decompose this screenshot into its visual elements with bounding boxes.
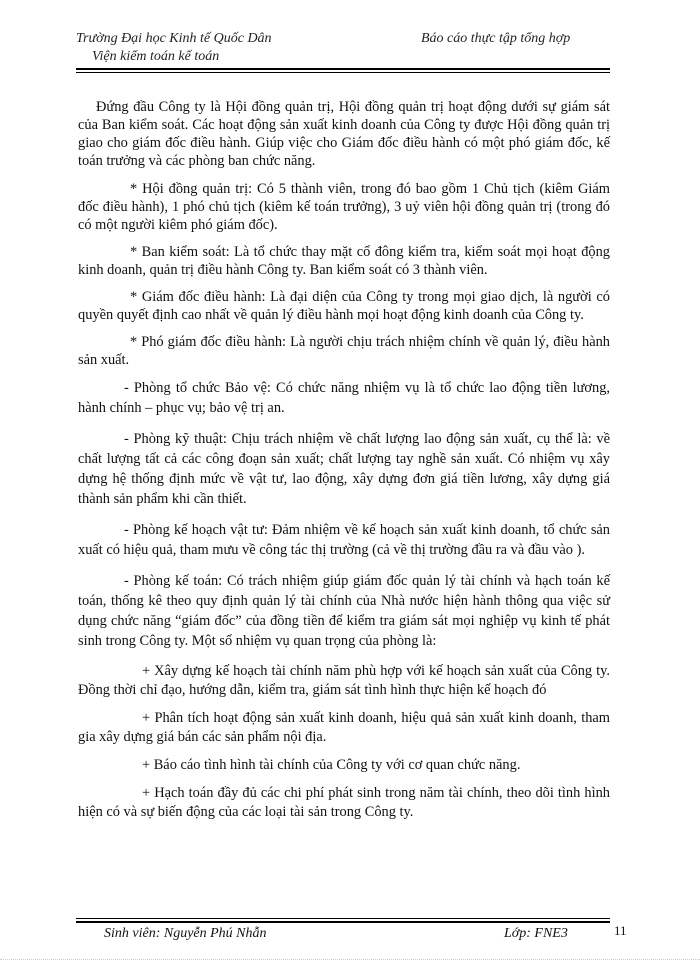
footer-rule-thin <box>76 918 610 919</box>
footer-rule <box>76 921 610 923</box>
paragraph: * Phó giám đốc điều hành: Là người chịu trách nhiệm chính về quản lý, điều hành sản xuất. <box>78 334 610 368</box>
paragraph: Đứng đầu Công ty là Hội đồng quản trị, Hội đồng quản trị hoạt động dưới sự giám sát của Ban kiểm soát. Các hoạt động sản xuất kinh doanh của Công ty được Hội đồng quản trị giao cho giám đốc điều hành. Giúp việc cho Giám đốc điều hành có một phó giám đốc, kế toán trưởng và các phòng ban chức năng. <box>78 99 610 169</box>
page-number: 11 <box>614 923 627 938</box>
header-rule-thin <box>76 72 610 73</box>
paragraph: + Hạch toán đầy đủ các chi phí phát sinh trong năm tài chính, theo dõi tình hình hiện có và sự biến động của các loại tài sản trong Công ty. <box>78 785 610 820</box>
header-left <box>76 30 272 66</box>
document-body <box>78 98 610 831</box>
paragraph: + Xây dựng kế hoạch tài chính năm phù hợp với kế hoạch sản xuất của Công ty. Đồng thời chỉ đạo, hướng dẫn, kiểm tra, giám sát tình hình thực hiện kế hoạch đó <box>78 663 610 698</box>
paragraph: - Phòng kế toán: Có trách nhiệm giúp giám đốc quản lý tài chính và hạch toán kế toán, thống kê theo quy định quản lý tài chính của Nhà nước hiện hành thông qua việc sử dụng chức năng “giám đốc” của đồng tiền để kiểm tra giám sát mọi nghiệp vụ kinh tế phát sinh trong Công ty. Một số nhiệm vụ quan trọng của phòng là: <box>78 573 610 649</box>
header-rule <box>76 68 610 70</box>
paragraph: + Báo cáo tình hình tài chính của Công ty với cơ quan chức năng. <box>142 757 521 773</box>
report-title: Báo cáo thực tập tổng hợp <box>421 31 571 46</box>
paragraph: * Ban kiểm soát: Là tổ chức thay mặt cổ đông kiểm tra, kiểm soát mọi hoạt động kinh doanh, quản trị điều hành Công ty. Ban kiểm soát có 3 thành viên. <box>78 244 610 278</box>
institute-name: Viện kiểm toán kế toán <box>92 49 220 64</box>
paragraph: + Phân tích hoạt động sản xuất kinh doanh, hiệu quả sản xuất kinh doanh, tham gia xây dựng giá bán các sản phẩm nội địa. <box>78 710 610 745</box>
class-code: Lớp: FNE3 <box>504 926 568 941</box>
paragraph: - Phòng kế hoạch vật tư: Đảm nhiệm về kế hoạch sản xuất kinh doanh, tổ chức sản xuất có hiệu quả, tham mưu về công tác thị trường (cả về thị trường đầu ra và đầu vào ). <box>78 522 610 558</box>
university-name: Trường Đại học Kinh tế Quốc Dân <box>76 31 272 46</box>
paragraph: * Giám đốc điều hành: Là đại diện của Công ty trong mọi giao dịch, là người có quyền quyết định cao nhất về quản lý điều hành mọi hoạt động kinh doanh của Công ty. <box>78 289 610 323</box>
paragraph: * Hội đồng quản trị: Có 5 thành viên, trong đó bao gồm 1 Chủ tịch (kiêm Giám đốc điều hành), 1 phó chủ tịch (kiêm kế toán trưởng), 3 uỷ viên hội đồng quản trị (trong đó có một người kiêm phó giám đốc). <box>78 181 610 233</box>
paragraph: - Phòng kỹ thuật: Chịu trách nhiệm về chất lượng lao động sản xuất, cụ thể là: về chất lượng tất cả các công đoạn sản xuất; chất lượng tay nghề sản xuất. Có nhiệm vụ xây dựng hệ thống định mức về vật tư, lao động, xây dựng đơn giá tiền lương, xây dựng giá thành sản phẩm khi cần thiết. <box>78 431 610 507</box>
paragraph: - Phòng tổ chức Bảo vệ: Có chức năng nhiệm vụ là tổ chức lao động tiền lương, hành chính – phục vụ; bảo vệ trị an. <box>78 380 610 416</box>
student-name: Sinh viên: Nguyễn Phú Nhẫn <box>104 926 267 941</box>
